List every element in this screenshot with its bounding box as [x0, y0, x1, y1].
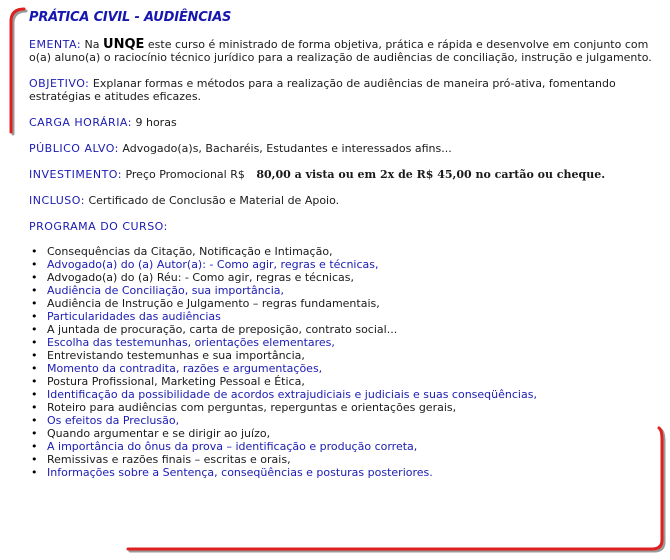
- program-item: [29, 245, 654, 258]
- program-item: [29, 284, 654, 297]
- program-item: [29, 375, 654, 388]
- program-item: [29, 297, 654, 310]
- bullet-icon: •: [31, 362, 38, 375]
- bullet-icon: •: [31, 401, 38, 414]
- bullet-icon: •: [31, 375, 38, 388]
- investimento-label: INVESTIMENTO:: [29, 168, 122, 181]
- program-item-text: A importância do ônus da prova – identificação e produção correta,: [47, 440, 418, 453]
- program-item: [29, 258, 654, 271]
- investimento-text: Preço Promocional R$: [125, 168, 245, 181]
- programa-list: [29, 245, 654, 479]
- publico-section: [29, 142, 654, 155]
- program-item-text: Particularidades das audiências: [47, 310, 221, 323]
- bullet-icon: •: [31, 297, 38, 310]
- program-item: [29, 401, 654, 414]
- objetivo-text: Explanar formas e métodos para a realização de audiências de maneira pró-ativa, fomentando estratégias e atitudes eficazes.: [29, 77, 616, 103]
- program-item: [29, 388, 654, 401]
- bullet-icon: •: [31, 440, 38, 453]
- investimento-section: [29, 168, 654, 181]
- frame-top-left-bracket: [11, 9, 24, 132]
- carga-label: CARGA HORÁRIA:: [29, 116, 132, 129]
- page-title: PRÁTICA CIVIL - AUDIÊNCIAS: [29, 10, 232, 25]
- program-item-text: Momento da contradita, razões e argumentações,: [47, 362, 323, 375]
- bullet-icon: •: [31, 336, 38, 349]
- program-item-text: Audiência de Instrução e Julgamento – regras fundamentais,: [47, 297, 380, 310]
- ementa-section: [29, 38, 654, 64]
- program-item: [29, 453, 654, 466]
- ementa-prefix: Na: [84, 38, 100, 51]
- program-item-text: Os efeitos da Preclusão,: [47, 414, 180, 427]
- investimento-price: 80,00 a vista ou em 2x de R$ 45,00 no cartão ou cheque.: [256, 168, 606, 181]
- carga-section: [29, 116, 654, 129]
- brand-name: UNQE: [103, 37, 145, 52]
- bullet-icon: •: [31, 414, 38, 427]
- program-item-text: Consequências da Citação, Notificação e Intimação,: [47, 245, 333, 258]
- carga-text: 9 horas: [135, 116, 177, 129]
- program-item: [29, 323, 654, 336]
- bullet-icon: •: [31, 466, 38, 479]
- program-item-text: Audiência de Conciliação, sua importância,: [47, 284, 285, 297]
- programa-heading: PROGRAMA DO CURSO:: [29, 220, 168, 233]
- program-item-text: Quando argumentar e se dirigir ao juízo,: [47, 427, 271, 440]
- course-description: [29, 11, 654, 479]
- program-item-text: Escolha das testemunhas, orientações elementares,: [47, 336, 335, 349]
- bullet-icon: •: [31, 271, 38, 284]
- incluso-label: INCLUSO:: [29, 194, 85, 207]
- program-item-text: Advogado(a) do (a) Autor(a): - Como agir, regras e técnicas,: [47, 258, 379, 271]
- program-item: [29, 336, 654, 349]
- program-item: [29, 414, 654, 427]
- program-item: [29, 440, 654, 453]
- program-item-text: Identificação da possibilidade de acordos extrajudiciais e judiciais e suas conseqüências,: [47, 388, 537, 401]
- program-item: [29, 466, 654, 479]
- program-item: [29, 271, 654, 284]
- bullet-icon: •: [31, 388, 38, 401]
- bullet-icon: •: [31, 427, 38, 440]
- incluso-text: Certificado de Conclusão e Material de Apoio.: [88, 194, 340, 207]
- bullet-icon: •: [31, 349, 38, 362]
- program-item: [29, 427, 654, 440]
- bullet-icon: •: [31, 310, 38, 323]
- bullet-icon: •: [31, 258, 38, 271]
- program-item: [29, 349, 654, 362]
- bullet-icon: •: [31, 245, 38, 258]
- program-item-text: Roteiro para audiências com perguntas, reperguntas e orientações gerais,: [47, 401, 457, 414]
- bullet-icon: •: [31, 323, 38, 336]
- ementa-label: EMENTA:: [29, 38, 82, 51]
- publico-text: Advogado(a)s, Bacharéis, Estudantes e interessados afins...: [122, 142, 452, 155]
- program-item-text: Postura Profissional, Marketing Pessoal e Ética,: [47, 375, 305, 388]
- program-item: [29, 362, 654, 375]
- publico-label: PÚBLICO ALVO:: [29, 142, 119, 155]
- incluso-section: [29, 194, 654, 207]
- ementa-text: este curso é ministrado de forma objetiva, prática e rápida e desenvolve em conjunto com o(a) aluno(a) o raciocínio técnico jurídico para a realização de audiências de conciliação, instrução e julgamento.: [29, 38, 652, 64]
- objetivo-label: OBJETIVO:: [29, 77, 90, 90]
- bullet-icon: •: [31, 453, 38, 466]
- program-item-text: Remissivas e razões finais – escritas e orais,: [47, 453, 291, 466]
- program-item: [29, 310, 654, 323]
- program-item-text: Advogado(a) do (a) Réu: - Como agir, regras e técnicas,: [47, 271, 355, 284]
- program-item-text: Entrevistando testemunhas e sua importância,: [47, 349, 305, 362]
- objetivo-section: [29, 77, 654, 103]
- bullet-icon: •: [31, 284, 38, 297]
- program-item-text: Informações sobre a Sentença, conseqüências e posturas posteriores.: [47, 466, 433, 479]
- program-item-text: A juntada de procuração, carta de preposição, contrato social...: [47, 323, 398, 336]
